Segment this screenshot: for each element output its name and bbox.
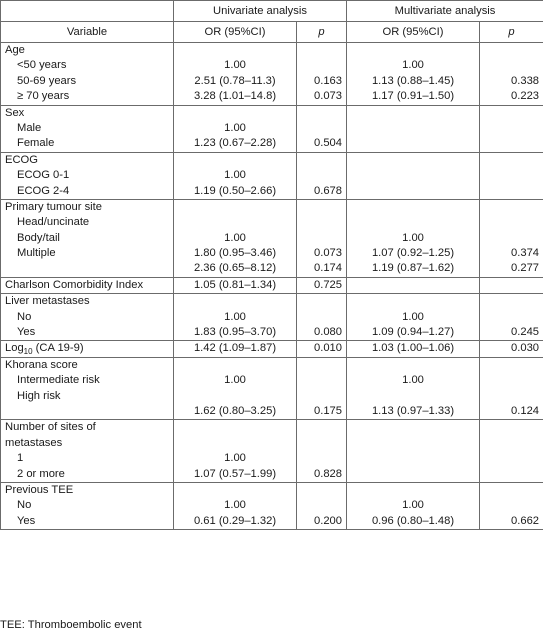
multivariate-p <box>484 294 539 309</box>
variable-label: ECOG <box>5 153 38 166</box>
multivariate-p-cell <box>480 105 543 152</box>
univariate-or: 1.00 <box>224 499 246 512</box>
table-row <box>1 43 543 106</box>
univariate-or: 1.00 <box>224 310 246 323</box>
multivariate-p-cell <box>480 420 543 483</box>
multivariate-p: 0.223 <box>511 90 540 103</box>
univariate-p: 0.080 <box>314 326 342 339</box>
univariate-header: Univariate analysis <box>174 1 347 22</box>
variable-label <box>5 261 169 276</box>
univariate-p <box>301 168 342 183</box>
univariate-or <box>178 358 292 373</box>
multivariate-or <box>351 106 475 121</box>
table-row <box>1 357 543 420</box>
header-row-analysis <box>1 1 543 22</box>
multivariate-header: Multivariate analysis <box>347 1 543 22</box>
multivariate-p-cell <box>480 199 543 277</box>
multivariate-p <box>484 278 539 293</box>
variable-label-cell <box>1 357 174 420</box>
multivariate-or-header: OR (95%CI) <box>347 22 480 43</box>
variable-label: ECOG 2-4 <box>17 184 70 197</box>
univariate-p <box>301 294 342 309</box>
variable-label-cell <box>1 152 174 199</box>
univariate-p-cell <box>297 482 347 529</box>
multivariate-p <box>484 358 539 373</box>
multivariate-p <box>484 373 539 388</box>
univariate-or-cell <box>174 199 297 277</box>
header-blank-cell <box>1 1 174 22</box>
multivariate-or-cell <box>347 199 480 277</box>
univariate-p <box>301 389 342 404</box>
multivariate-or <box>351 389 475 404</box>
multivariate-or <box>351 200 475 215</box>
univariate-p <box>301 436 342 451</box>
univariate-or-cell <box>174 152 297 199</box>
variable-label: No <box>17 310 32 323</box>
multivariate-p <box>484 184 539 199</box>
univariate-p <box>301 121 342 136</box>
variable-label: Age <box>5 44 25 56</box>
multivariate-or-cell <box>347 357 480 420</box>
header-row-columns <box>1 22 543 43</box>
univariate-or <box>178 436 292 451</box>
table-row <box>1 294 543 341</box>
multivariate-p-cell <box>480 294 543 341</box>
multivariate-or-cell <box>347 152 480 199</box>
univariate-or-cell <box>174 43 297 106</box>
univariate-p <box>301 58 342 73</box>
univariate-p: 0.163 <box>314 74 342 87</box>
multivariate-or: 1.09 (0.94–1.27) <box>371 326 455 339</box>
multivariate-p: 0.124 <box>511 404 540 417</box>
variable-label: Female <box>17 137 55 150</box>
variable-label-cell <box>1 105 174 152</box>
multivariate-or <box>351 483 475 498</box>
variable-column-header: Variable <box>1 22 174 43</box>
univariate-p: 0.504 <box>314 137 342 150</box>
univariate-p <box>301 483 342 498</box>
univariate-or <box>178 43 292 58</box>
multivariate-or <box>351 451 475 466</box>
variable-label: <50 years <box>17 59 67 72</box>
multivariate-p: 0.245 <box>511 326 540 339</box>
multivariate-p <box>484 420 539 435</box>
multivariate-or-cell <box>347 277 480 293</box>
univariate-or: 1.07 (0.57–1.99) <box>193 467 277 480</box>
univariate-or-cell <box>174 420 297 483</box>
multivariate-p <box>484 215 539 230</box>
variable-label: ECOG 0-1 <box>17 169 70 182</box>
univariate-or: 1.80 (0.95–3.46) <box>193 247 277 260</box>
multivariate-or: 1.13 (0.88–1.45) <box>371 74 455 87</box>
multivariate-p <box>484 451 539 466</box>
multivariate-or: 1.07 (0.92–1.25) <box>371 247 455 260</box>
multivariate-p <box>484 389 539 404</box>
variable-label: metastases <box>5 436 63 449</box>
variable-label-subscript: 10 <box>23 347 33 357</box>
univariate-or-cell <box>174 357 297 420</box>
variable-label-cell <box>1 341 174 357</box>
variable-label-cell <box>1 43 174 106</box>
multivariate-or: 1.00 <box>402 310 424 323</box>
multivariate-or-cell <box>347 105 480 152</box>
multivariate-p <box>484 310 539 325</box>
multivariate-or: 1.00 <box>402 231 424 244</box>
univariate-p: 0.725 <box>314 278 342 291</box>
univariate-p: 0.174 <box>314 262 342 275</box>
univariate-or: 1.05 (0.81–1.34) <box>193 278 277 291</box>
variable-label: Yes <box>17 326 36 339</box>
multivariate-p <box>484 168 539 183</box>
univariate-or <box>178 200 292 215</box>
multivariate-or <box>351 215 475 230</box>
variable-label: Charlson Comorbidity Index <box>5 278 144 291</box>
multivariate-or <box>351 43 475 58</box>
univariate-p: 0.828 <box>314 467 342 480</box>
variable-label: Khorana score <box>5 358 78 371</box>
multivariate-p: 0.374 <box>511 247 540 260</box>
variable-label-text: Log <box>5 342 24 355</box>
multivariate-or: 1.03 (1.00–1.06) <box>371 342 455 355</box>
variable-label: Number of sites of <box>5 421 96 434</box>
multivariate-p <box>484 153 539 168</box>
variable-label <box>5 341 169 356</box>
multivariate-or <box>351 294 475 309</box>
multivariate-or <box>351 153 475 168</box>
variable-label: High risk <box>17 389 61 402</box>
univariate-p-cell <box>297 420 347 483</box>
univariate-p: 0.073 <box>314 90 342 103</box>
multivariate-p <box>484 231 539 246</box>
univariate-p: 0.678 <box>314 184 342 197</box>
multivariate-or: 1.00 <box>402 59 424 72</box>
univariate-p <box>301 153 342 168</box>
univariate-p-cell <box>297 199 347 277</box>
variable-label: 1 <box>17 452 24 465</box>
multivariate-p-header: p <box>480 22 543 43</box>
variable-label: Primary tumour site <box>5 200 102 213</box>
univariate-p: 0.073 <box>314 247 342 260</box>
univariate-or: 1.42 (1.09–1.87) <box>193 342 277 355</box>
multivariate-p-cell <box>480 482 543 529</box>
univariate-or <box>178 106 292 121</box>
multivariate-p <box>484 136 539 151</box>
multivariate-p <box>484 43 539 58</box>
univariate-p-cell <box>297 105 347 152</box>
multivariate-p-cell <box>480 277 543 293</box>
multivariate-or-cell <box>347 420 480 483</box>
table-row <box>1 105 543 152</box>
univariate-or <box>178 483 292 498</box>
variable-label: Liver metastases <box>5 295 90 308</box>
multivariate-or <box>351 121 475 136</box>
multivariate-p: 0.277 <box>511 262 540 275</box>
univariate-p <box>301 358 342 373</box>
univariate-or-cell <box>174 294 297 341</box>
multivariate-or <box>351 467 475 482</box>
univariate-or: 1.00 <box>224 59 246 72</box>
multivariate-or-cell <box>347 341 480 357</box>
variable-label-cell <box>1 199 174 277</box>
univariate-or-cell <box>174 482 297 529</box>
univariate-p: 0.010 <box>314 342 342 355</box>
multivariate-p <box>484 58 539 73</box>
variable-label-cell <box>1 420 174 483</box>
table-row <box>1 420 543 483</box>
multivariate-or <box>351 168 475 183</box>
multivariate-p <box>484 467 539 482</box>
variable-label: 50-69 years <box>17 74 77 87</box>
variable-label: 2 or more <box>17 467 65 480</box>
multivariate-p <box>484 200 539 215</box>
univariate-or: 2.36 (0.65–8.12) <box>193 262 277 275</box>
univariate-or: 1.83 (0.95–3.70) <box>193 326 277 339</box>
univariate-p-header: p <box>297 22 347 43</box>
variable-label <box>5 404 169 419</box>
univariate-p <box>301 310 342 325</box>
multivariate-or-cell <box>347 294 480 341</box>
univariate-p <box>301 420 342 435</box>
univariate-p-cell <box>297 294 347 341</box>
univariate-or <box>178 294 292 309</box>
univariate-p <box>301 215 342 230</box>
univariate-or: 1.00 <box>224 169 246 182</box>
multivariate-or: 1.19 (0.87–1.62) <box>371 262 455 275</box>
univariate-p-cell <box>297 277 347 293</box>
univariate-p <box>301 498 342 513</box>
multivariate-or <box>351 136 475 151</box>
multivariate-p-cell <box>480 43 543 106</box>
univariate-or-cell <box>174 105 297 152</box>
univariate-or: 1.00 <box>224 374 246 387</box>
univariate-or: 1.00 <box>224 231 246 244</box>
variable-label-cell <box>1 294 174 341</box>
variable-label: Body/tail <box>17 231 60 244</box>
multivariate-or <box>351 278 475 293</box>
univariate-p <box>301 231 342 246</box>
variable-label: ≥ 70 years <box>17 90 70 103</box>
univariate-p-cell <box>297 357 347 420</box>
univariate-p-cell <box>297 43 347 106</box>
multivariate-p-cell <box>480 357 543 420</box>
multivariate-or <box>351 184 475 199</box>
univariate-or-header: OR (95%CI) <box>174 22 297 43</box>
multivariate-or: 1.00 <box>402 374 424 387</box>
univariate-or: 1.23 (0.67–2.28) <box>193 137 277 150</box>
univariate-p: 0.175 <box>314 404 342 417</box>
univariate-or-cell <box>174 277 297 293</box>
multivariate-p <box>484 121 539 136</box>
multivariate-p: 0.662 <box>511 514 540 527</box>
univariate-or-cell <box>174 341 297 357</box>
multivariate-or: 1.00 <box>402 499 424 512</box>
variable-label: Multiple <box>17 247 56 260</box>
variable-label: Male <box>17 121 42 134</box>
univariate-or: 0.61 (0.29–1.32) <box>193 514 277 527</box>
multivariate-or <box>351 436 475 451</box>
multivariate-or-cell <box>347 43 480 106</box>
univariate-p: 0.200 <box>314 514 342 527</box>
variable-label: Head/uncinate <box>17 216 90 229</box>
table-row <box>1 199 543 277</box>
univariate-or: 1.00 <box>224 121 246 134</box>
table-row <box>1 277 543 293</box>
multivariate-or: 1.17 (0.91–1.50) <box>371 90 455 103</box>
footnote: TEE: Thromboembolic event <box>0 619 142 631</box>
multivariate-p: 0.338 <box>511 74 540 87</box>
multivariate-p <box>484 498 539 513</box>
univariate-or <box>178 389 292 404</box>
univariate-p-cell <box>297 152 347 199</box>
univariate-p <box>301 43 342 58</box>
table-row <box>1 152 543 199</box>
table-row <box>1 341 543 357</box>
univariate-p-cell <box>297 341 347 357</box>
multivariate-or-cell <box>347 482 480 529</box>
univariate-p <box>301 373 342 388</box>
multivariate-p <box>484 483 539 498</box>
variable-label: Sex <box>5 106 25 119</box>
univariate-or <box>178 153 292 168</box>
univariate-or <box>178 420 292 435</box>
multivariate-or: 0.96 (0.80–1.48) <box>371 514 455 527</box>
multivariate-p <box>484 436 539 451</box>
multivariate-or <box>351 358 475 373</box>
variable-label: Intermediate risk <box>17 374 100 387</box>
variable-label-suffix: (CA 19-9) <box>32 342 84 355</box>
table-row <box>1 482 543 529</box>
multivariate-p <box>484 106 539 121</box>
variable-label: Yes <box>17 514 36 527</box>
multivariate-p-cell <box>480 152 543 199</box>
variable-label: Previous TEE <box>5 483 74 496</box>
univariate-or <box>178 215 292 230</box>
univariate-or: 1.00 <box>224 452 246 465</box>
univariate-or: 1.62 (0.80–3.25) <box>193 404 277 417</box>
multivariate-or: 1.13 (0.97–1.33) <box>371 404 455 417</box>
univariate-or: 1.19 (0.50–2.66) <box>193 184 277 197</box>
multivariate-or <box>351 420 475 435</box>
multivariate-p-cell <box>480 341 543 357</box>
univariate-or: 2.51 (0.78–11.3) <box>194 74 276 87</box>
variable-label: No <box>17 499 32 512</box>
univariate-p <box>301 106 342 121</box>
variable-label-cell <box>1 277 174 293</box>
variable-label-cell <box>1 482 174 529</box>
univariate-or: 3.28 (1.01–14.8) <box>193 90 277 103</box>
univariate-p <box>301 451 342 466</box>
univariate-p <box>301 200 342 215</box>
multivariate-p: 0.030 <box>511 342 540 355</box>
